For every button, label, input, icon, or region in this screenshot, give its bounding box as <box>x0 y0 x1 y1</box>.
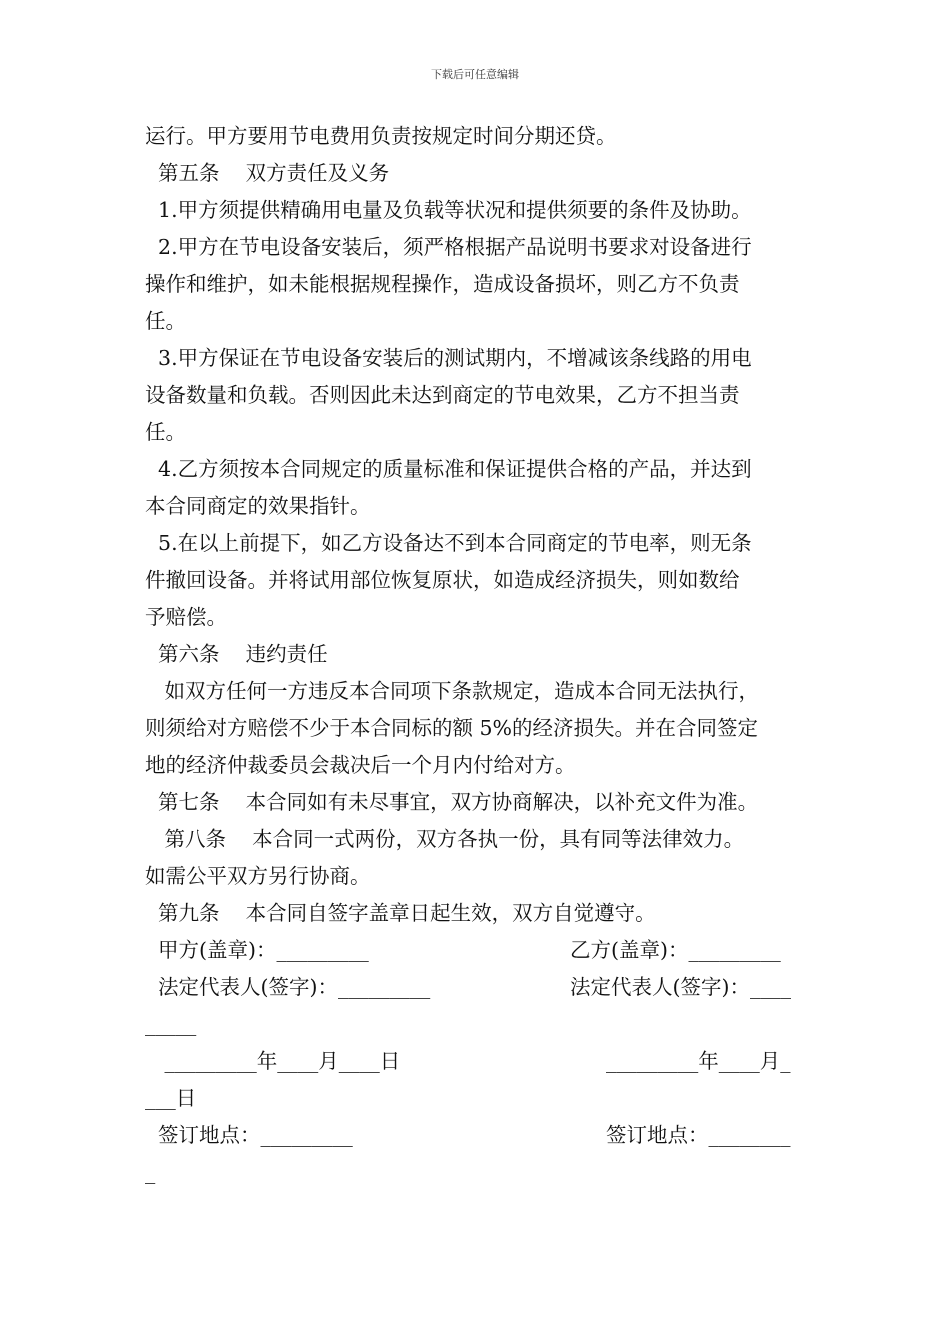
body-line: 如双方任何一方违反本合同项下条款规定，造成本合同无法执行， <box>145 679 760 703</box>
body-line: 第九条 本合同自签字盖章日起生效，双方自觉遵守。 <box>145 901 656 925</box>
body-line: 设备数量和负载。否则因此未达到商定的节电效果，乙方不担当责 <box>145 383 740 407</box>
party-a-date: _________年____月____日 <box>145 1049 401 1073</box>
party-b-signing-place: 签订地点：________ <box>606 1123 791 1147</box>
body-line: 则须给对方赔偿不少于本合同标的额 5%的经济损失。并在合同签定 <box>145 716 759 740</box>
body-line: 4.乙方须按本合同规定的质量标准和保证提供合格的产品，并达到 <box>145 457 752 481</box>
body-line: 任。 <box>145 309 186 333</box>
party-b-representative: 法定代表人(签字)：____ <box>570 975 791 999</box>
body-line: 3.甲方保证在节电设备安装后的测试期内，不增减该条线路的用电 <box>145 346 752 370</box>
body-line: 本合同商定的效果指针。 <box>145 494 371 518</box>
body-line: 地的经济仲裁委员会裁决后一个月内付给对方。 <box>145 753 576 777</box>
party-b-representative-continued: _____ <box>145 1012 197 1036</box>
body-line: 件撤回设备。并将试用部位恢复原状，如造成经济损失，则如数给 <box>145 568 740 592</box>
party-a-representative: 法定代表人(签字)：_________ <box>145 975 431 999</box>
page-header: 下载后可任意编辑 <box>431 68 519 81</box>
party-b-date-continued: ___日 <box>145 1086 197 1110</box>
party-b-signing-place-continued: _ <box>145 1160 156 1184</box>
body-line: 运行。甲方要用节电费用负责按规定时间分期还贷。 <box>145 124 617 148</box>
body-line: 如需公平双方另行协商。 <box>145 864 371 888</box>
body-line: 第八条 本合同一式两份，双方各执一份，具有同等法律效力。 <box>145 827 745 851</box>
body-line: 5.在以上前提下，如乙方设备达不到本合同商定的节电率，则无条 <box>145 531 752 555</box>
body-line: 2.甲方在节电设备安装后，须严格根据产品说明书要求对设备进行 <box>145 235 752 259</box>
body-line: 第七条 本合同如有未尽事宜，双方协商解决，以补充文件为准。 <box>145 790 759 814</box>
party-b-seal: 乙方(盖章)：_________ <box>570 938 781 962</box>
party-a-signing-place: 签订地点：_________ <box>145 1123 353 1147</box>
body-line: 操作和维护，如未能根据规程操作，造成设备损坏，则乙方不负责 <box>145 272 740 296</box>
party-a-seal: 甲方(盖章)：_________ <box>145 938 369 962</box>
article-heading: 第五条 双方责任及义务 <box>145 161 390 185</box>
body-line: 任。 <box>145 420 186 444</box>
body-line: 予赔偿。 <box>145 605 227 629</box>
article-heading: 第六条 违约责任 <box>145 642 328 666</box>
party-b-date: _________年____月_ <box>606 1049 791 1073</box>
body-line: 1.甲方须提供精确用电量及负载等状况和提供须要的条件及协助。 <box>145 198 752 222</box>
